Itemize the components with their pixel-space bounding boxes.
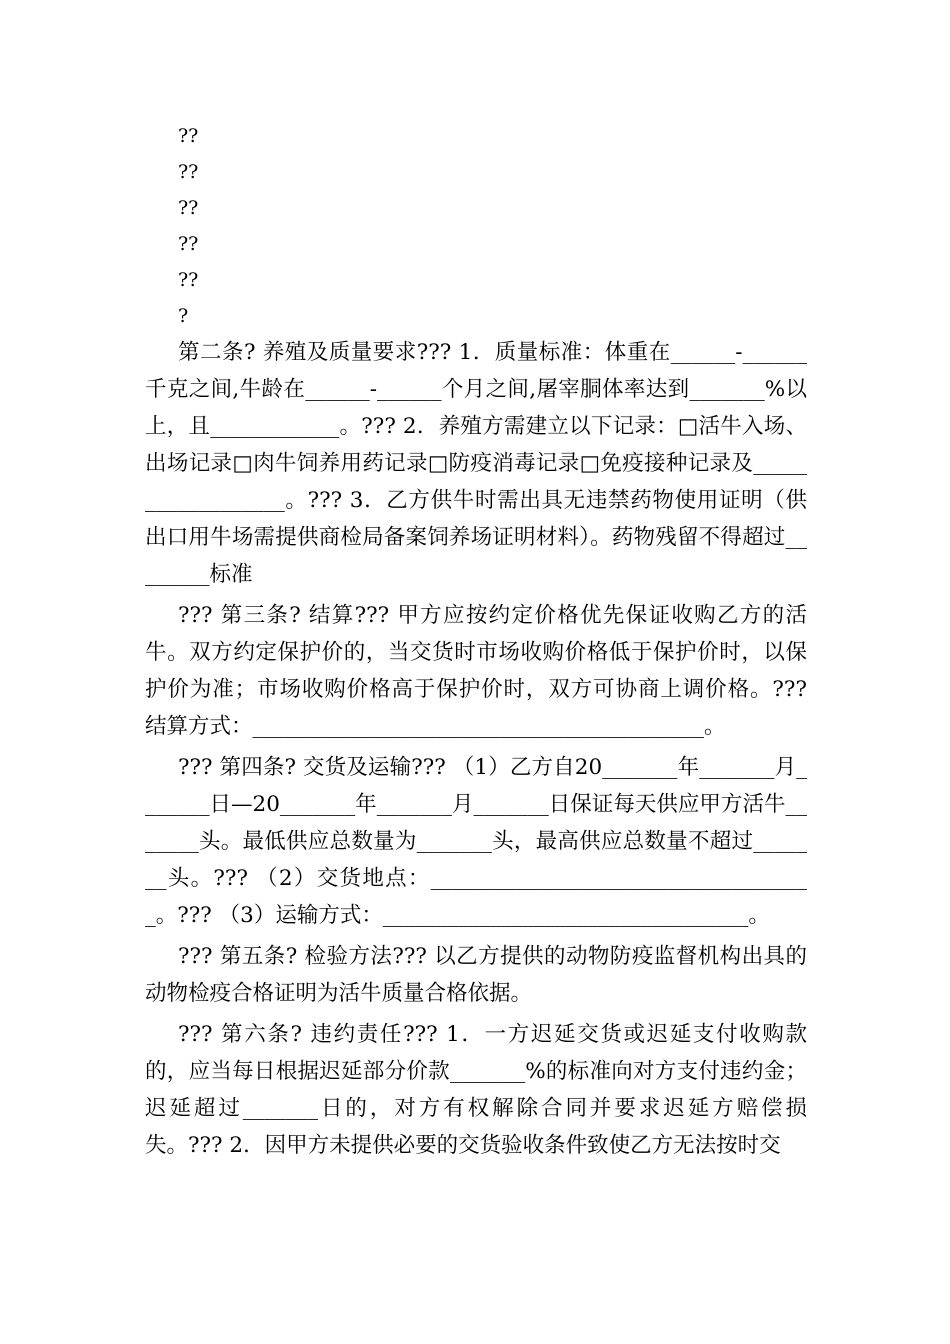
article-6-paragraph: ??? 第六条? 违约责任??? 1．一方迟延交货或迟延支付收购款的，应当每日根据迟延部分价款_______%的标准向对方支付违约金；迟延超过_______日的，对方有权解除合同并要求迟延方赔偿损失。??? 2．因甲方未提供必要的交货验收条件致使乙方无法按时交 bbox=[145, 1022, 807, 1158]
document-page bbox=[145, 118, 807, 1168]
article-5-paragraph: ??? 第五条? 检验方法??? 以乙方提供的动物防疫监督机构出具的动物检疫合格证明为活牛质量合格依据。 bbox=[145, 944, 807, 1006]
placeholder-mark: ? bbox=[178, 305, 189, 327]
placeholder-mark: ?? bbox=[178, 233, 199, 255]
placeholder-marks bbox=[145, 118, 807, 334]
placeholder-mark: ?? bbox=[178, 125, 199, 147]
placeholder-mark: ?? bbox=[178, 197, 199, 219]
article-3-paragraph: ??? 第三条? 结算??? 甲方应按约定价格优先保证收购乙方的活牛。双方约定保护价的，当交货时市场收购价格低于保护价时，以保护价为准；市场收购价格高于保护价时，双方可协商上调价格。??? 结算方式：__________________________________________。 bbox=[145, 603, 807, 739]
placeholder-mark: ?? bbox=[178, 161, 199, 183]
article-2-paragraph: 第二条? 养殖及质量要求??? 1．质量标准：体重在______-______千克之间,牛龄在______-______个月之间,屠宰胴体率达到_______%以上，且____________。??? 2．养殖方需建立以下记录：□活牛入场、出场记录□肉牛饲养用药记录□防疫消毒记录□免疫接种记录及__________________。??? 3．乙方供牛时需出具无违禁药物使用证明（供出口用牛场需提供商检局备案饲养场证明材料）。药物残留不得超过________标准 bbox=[145, 340, 807, 587]
placeholder-mark: ?? bbox=[178, 269, 199, 291]
article-4-paragraph: ??? 第四条? 交货及运输??? （1）乙方自20_______年_______月_______日—20_______年_______月_______日保证每天供应甲方活牛_______头。最低供应总数量为_______头，最高供应总数量不超过_______头。??? （2）交货地点：____________________________________。??? （3）运输方式：__________________________________。 bbox=[145, 755, 807, 928]
